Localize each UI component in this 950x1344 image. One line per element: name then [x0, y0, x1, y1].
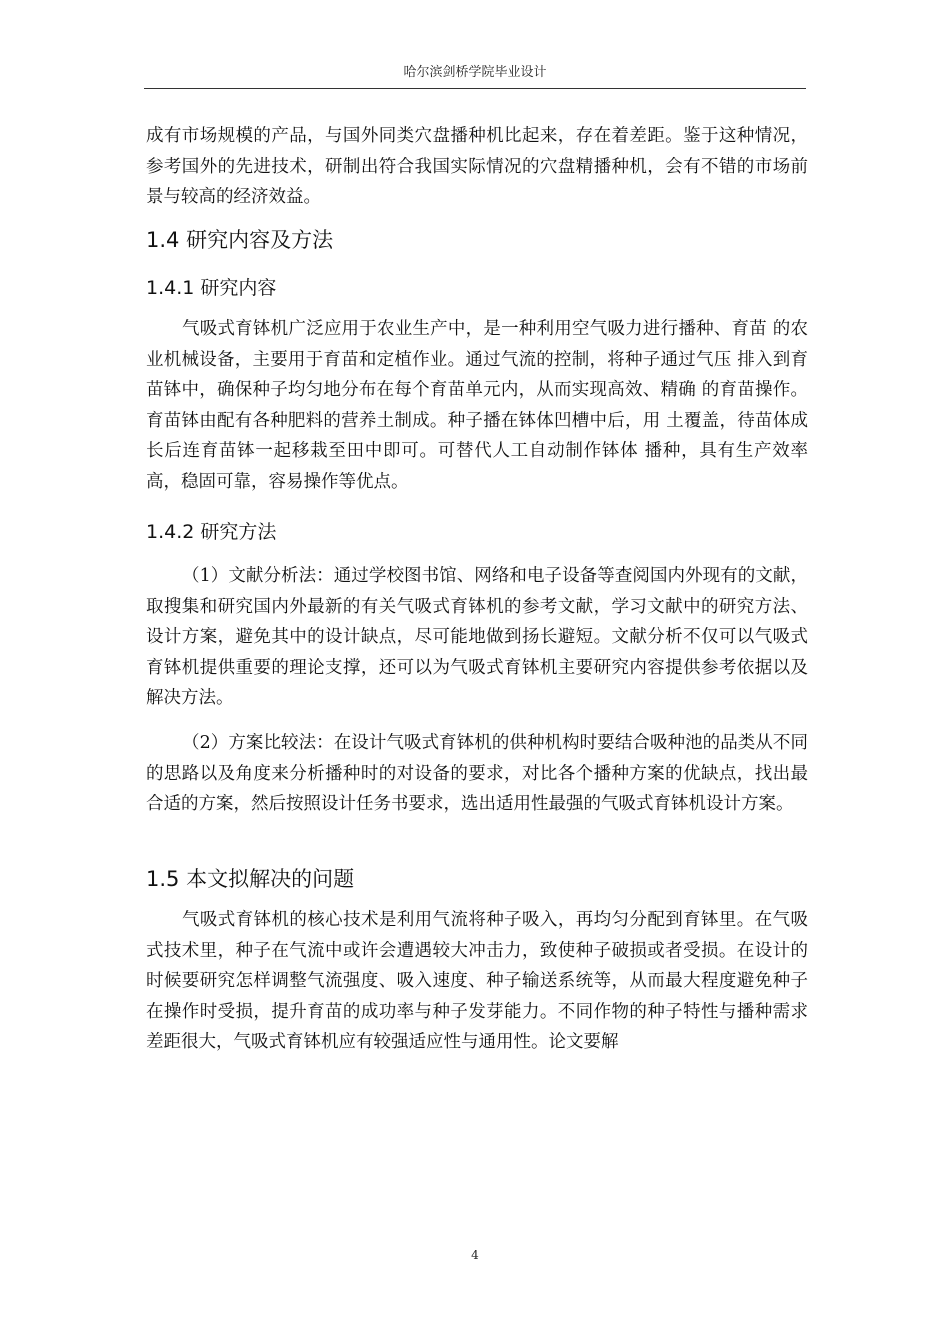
method-paragraph-literature: （1）文献分析法：通过学校图书馆、网络和电子设备等查阅国内外现有的文献，取搜集和研究国内外最新的有关气吸式育钵机的参考文献，学习文献中的研究方法、设计方案，避免其中的设计缺点，尽可能地做到扬长避短。文献分析不仅可以气吸式育钵机提供重要的理论支撑，还可以为气吸式育钵机主要研究内容提供参考依据以及解决方法。: [146, 566, 808, 708]
research-content-paragraph: 气吸式育钵机广泛应用于农业生产中，是一种利用空气吸力进行播种、育苗 的农业机械设备，主要用于育苗和定植作业。通过气流的控制，将种子通过气压 排入到育苗钵中，确保种子均匀地分布在每个育苗单元内，从而实现高效、精确 的育苗操作。育苗钵由配有各种肥料的营养土制成。种子播在钵体凹槽中后，用 土覆盖，待苗体成长后连育苗钵一起移栽至田中即可。可替代人工自动制作钵体 播种，具有生产效率高，稳固可靠，容易操作等优点。: [146, 319, 808, 492]
section-heading-1-4: 1.4 研究内容及方法: [146, 228, 334, 252]
method-paragraph-comparison: （2）方案比较法：在设计气吸式育钵机的供种机构时要结合吸种池的品类从不同的思路以及角度来分析播种时的对设备的要求，对比各个播种方案的优缺点，找出最合适的方案，然后按照设计任务书要求，选出适用性最强的气吸式育钵机设计方案。: [146, 733, 808, 814]
subsection-heading-1-4-1: 1.4.1 研究内容: [146, 277, 277, 299]
subsection-heading-1-4-2: 1.4.2 研究方法: [146, 521, 277, 543]
page-header: [144, 62, 806, 89]
section-heading-1-5: 1.5 本文拟解决的问题: [146, 867, 355, 891]
problem-paragraph: 气吸式育钵机的核心技术是利用气流将种子吸入，再均匀分配到育钵里。在气吸式技术里，种子在气流中或许会遭遇较大冲击力，致使种子破损或者受损。在设计的时候要研究怎样调整气流强度、吸入速度、种子输送系统等，从而最大程度避免种子在操作时受损，提升育苗的成功率与种子发芽能力。不同作物的种子特性与播种需求差距很大，气吸式育钵机应有较强适应性与通用性。论文要解: [146, 910, 808, 1052]
page-number: 4: [471, 1248, 479, 1262]
header-title: 哈尔滨剑桥学院毕业设计: [403, 65, 547, 80]
intro-paragraph: 成有市场规模的产品，与国外同类穴盘播种机比起来，存在着差距。鉴于这种情况，参考国外的先进技术，研制出符合我国实际情况的穴盘精播种机，会有不错的市场前景与较高的经济效益。: [146, 126, 808, 207]
